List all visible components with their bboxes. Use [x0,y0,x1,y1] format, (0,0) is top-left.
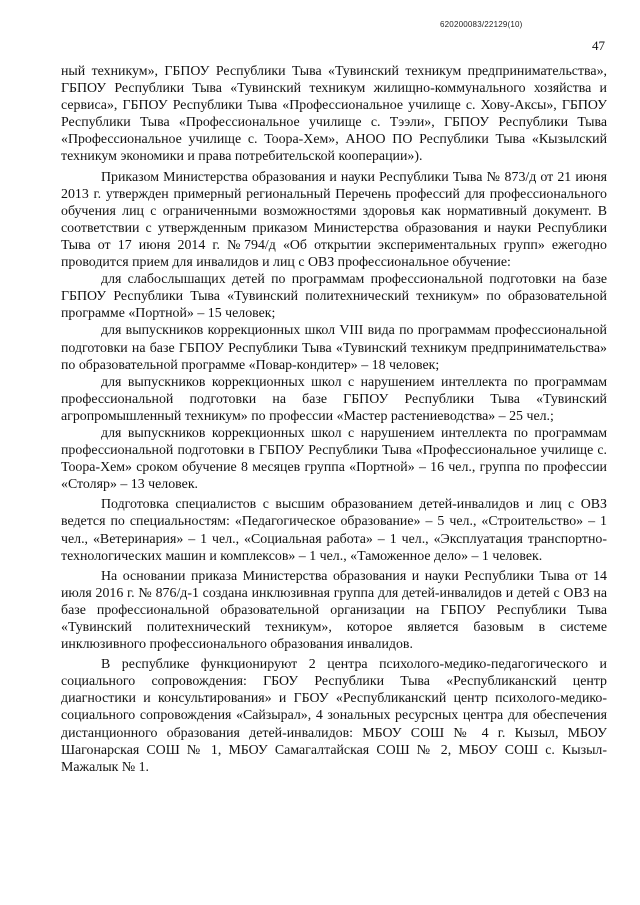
page-number: 47 [592,38,605,53]
paragraph-inclusive-group: На основании приказа Министерства образования и науки Республики Тыва от 14 июля 2016 г. № 876/д-1 создана инклюзивная группа для детей-инвалидов и детей с ОВЗ на базе профессиональной образовательной организации на ГБПОУ Республики Тыва «Тувинский политехнический техникум», которое является базовым в системе инклюзивного профессионального образования инвалидов. [61,568,607,653]
paragraph-higher-education: Подготовка специалистов с высшим образованием детей-инвалидов и лиц с ОВЗ ведется по специальностям: «Педагогическое образование» – 5 чел., «Строительство» – 1 чел., «Ветеринария» – 1 чел., «Социальная работа» – 1 чел., «Эксплуатация транспортно-технологических машин и комплексов» – 1 чел., «Таможенное дело» – 1 человек. [61,497,607,564]
list-item-hearing-impaired: для слабослышащих детей по программам профессиональной подготовки на базе ГБПОУ Республики Тыва «Тувинский политехнический техникум» по образовательной программе «Портной» – 15 человек; [61,272,607,322]
document-id: 620200083/22129(10) [440,20,523,29]
paragraph-continuation: ный техникум», ГБПОУ Республики Тыва «Тувинский техникум предпринимательства», ГБПОУ Республики Тыва «Тувинский техникум жилищно-коммунального хозяйства и сервиса», ГБПОУ Республики Тыва «Профессиональное училище с. Хову-Аксы», ГБПОУ Республики Тыва «Профессиональное училище с. Тээли», ГБПОУ Республики Тыва «Профессиональное училище с. Тоора-Хем», АНОО ПО Республики Тыва «Кызылский техникум экономики и права потребительской кооперации»). [61,64,607,165]
paragraph-support-centers: В республике функционируют 2 центра психолого-медико-педагогического и социального сопровождения: ГБОУ Республики Тыва «Республиканский центр диагностики и консультирования» и ГБОУ «Республиканский центр психолого-медико-социального сопровождения «Сайзырал», 4 зональных ресурсных центра для обеспечения дистанционного образования детей-инвалидов: МБОУ СОШ № 4 г. Кызыл, МБОУ Шагонарская СОШ № 1, МБОУ Самагалтайская СОШ № 2, МБОУ СОШ с. Кызыл-Мажалык № 1. [61,657,607,775]
list-item-toora-khem: для выпускников коррекционных школ с нарушением интеллекта по программам профессиональной подготовки в ГБПОУ Республики Тыва «Профессиональное училище с. Тоора-Хем» сроком обучение 8 месяцев группа «Портной» – 16 чел., группа по профессии «Столяр» – 13 человек. [61,425,607,493]
body-text [61,63,607,776]
list-item-agro-technical: для выпускников коррекционных школ с нарушением интеллекта по программам профессиональной подготовки на базе ГБПОУ Республики Тыва «Тувинский агропромышленный техникум» по профессии «Мастер растениеводства» – 25 чел.; [61,374,607,424]
list-item-viii-type-schools: для выпускников коррекционных школ VIII вида по программам профессиональной подготовки на базе ГБПОУ Республики Тыва «Тувинский техникум предпринимательства» по образовательной программе «Повар-кондитер» – 18 человек; [61,323,607,373]
paragraph-order-873: Приказом Министерства образования и науки Республики Тыва № 873/д от 21 июня 2013 г. утвержден примерный региональный Перечень профессий для профессионального обучения лиц с ограниченными возможностями здоровья как нормативный документ. В соответствии с утвержденным приказом Министерства образования и науки Республики Тыва от 17 июня 2014 г. №794/д «Об открытии экспериментальных групп» ежегодно проводится прием для инвалидов и лиц с ОВЗ профессиональное обучение: [61,169,607,271]
